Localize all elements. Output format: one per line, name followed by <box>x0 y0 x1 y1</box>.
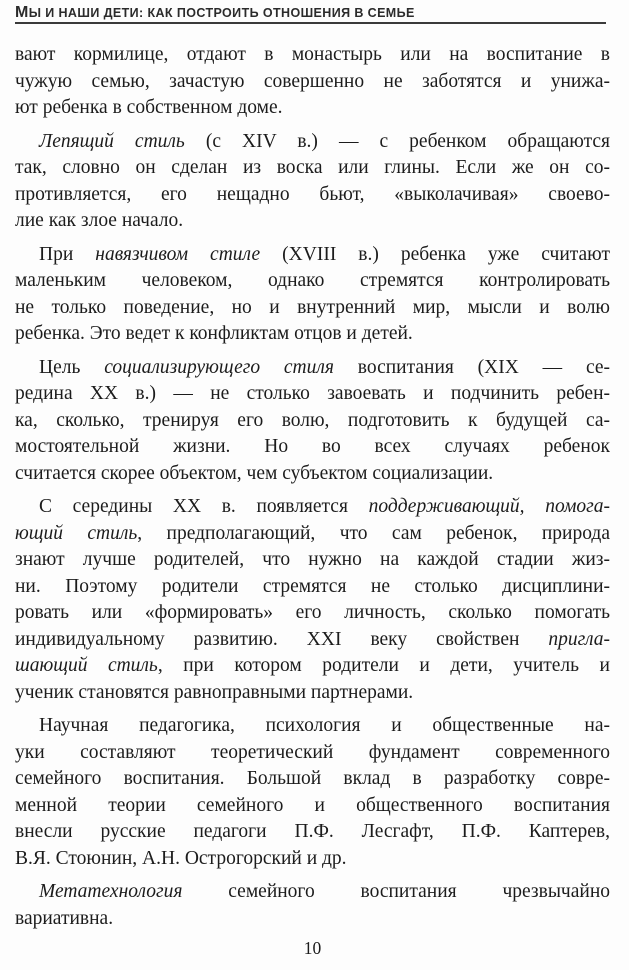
body-text-segment: менной теории семейного и общественного воспитания <box>15 794 610 816</box>
body-text-segment: уки составляют теоретический фундамент современного <box>15 741 610 763</box>
paragraph <box>15 355 610 488</box>
text-line <box>15 906 610 933</box>
text-line <box>15 69 610 96</box>
body-text-segment: лие как злое начало. <box>15 210 184 231</box>
text-line <box>15 740 610 767</box>
body-text-segment: считается скорее объектом, чем субъектом социализации. <box>15 462 494 484</box>
body-text-segment: мостоятельной жизни. Но во всех случаях ребенок <box>15 436 610 457</box>
paragraph <box>15 713 610 872</box>
text-line <box>15 381 610 408</box>
body-text-segment: семейного воспитания. Большой вклад в разработку совре- <box>15 768 610 789</box>
text-line <box>15 434 610 461</box>
text-line <box>15 355 610 382</box>
body-text-segment: индивидуальному развитию. XXI веку свойствен <box>15 628 549 650</box>
italic-text-segment: Лепящий стиль <box>39 130 185 152</box>
paragraph <box>15 494 610 706</box>
text-line <box>15 819 610 846</box>
body-text-segment: ни. Поэтому родители стремятся не столько дисциплини- <box>15 575 610 597</box>
text-line <box>15 600 610 627</box>
text-line <box>15 155 610 182</box>
page-number: 10 <box>303 938 322 958</box>
body-text-segment: Цель <box>39 356 105 378</box>
text-line <box>15 653 610 680</box>
paragraph <box>15 879 610 932</box>
text-line <box>15 521 610 548</box>
body-text-segment: семейного воспитания чрезвычайно <box>182 881 610 902</box>
body-text-segment: воспитания (XIX — се- <box>333 356 610 378</box>
body-text-segment: внесли русские педагоги П.Ф. Лесгафт, П.Ф. Каптерев, <box>15 821 610 842</box>
body-text-segment: маленьким человеком, однако стремятся контролировать <box>15 270 610 291</box>
text-line <box>15 793 610 820</box>
italic-text-segment: пригла- <box>548 628 610 650</box>
paragraph <box>15 129 610 235</box>
text-line <box>15 461 610 488</box>
text-line <box>15 408 610 435</box>
body-text-segment: , предполагающий, что сам ребенок, природа <box>137 522 610 544</box>
running-head: МЫ И НАШИ ДЕТИ: КАК ПОСТРОИТЬ ОТНОШЕНИЯ В СЕМЬЕ <box>15 4 415 21</box>
text-line <box>15 268 610 295</box>
text-line <box>15 208 610 235</box>
text-line <box>15 680 610 707</box>
body-text-segment: редина XX в.) — не столько завоевать и подчинить ребен- <box>15 383 610 404</box>
text-line <box>15 242 610 269</box>
body-text-segment: (XVIII в.) ребенка уже считают <box>260 243 610 265</box>
body-text-segment: Научная педагогика, психология и общественные на- <box>39 715 610 736</box>
body-text-segment: противляется, его нещадно бьют, «выколачивая» своево- <box>15 183 610 205</box>
text-line <box>15 494 610 521</box>
body-text-segment: вают кормилице, отдают в монастырь или на воспитание в <box>15 44 610 65</box>
italic-text-segment: навязчивом стиле <box>95 243 261 265</box>
paragraph <box>15 242 610 348</box>
body-text-segment: так, словно он сделан из воска или глины. Если же он со- <box>15 157 610 178</box>
paragraph <box>15 42 610 122</box>
text-line <box>15 295 610 322</box>
text-line <box>15 879 610 906</box>
body-text-segment: (с XIV в.) — с ребенком обращаются <box>184 130 610 152</box>
body-text-segment: ученик становятся равноправными партнерами. <box>15 681 414 703</box>
italic-text-segment: Метатехнология <box>39 881 183 902</box>
text-line <box>15 627 610 654</box>
text-line <box>15 182 610 209</box>
body-text-segment: В.Я. Стоюнин, А.Н. Острогорский и др. <box>15 847 347 869</box>
text-line <box>15 713 610 740</box>
text-line <box>15 574 610 601</box>
body-text-segment: знают лучше родителей, что нужно на каждой стадии жиз- <box>15 549 610 570</box>
body-text-segment: ребенка. Это ведет к конфликтам отцов и детей. <box>15 323 413 344</box>
body-text-segment: вариативна. <box>15 907 114 929</box>
italic-text-segment: шающий стиль <box>15 655 158 676</box>
body-text-segment: ровать или «формировать» его личность, сколько помогать <box>15 602 610 623</box>
text-line <box>15 846 610 873</box>
body-text-segment: ют ребенка в собственном доме. <box>15 97 283 118</box>
page-body <box>15 42 610 932</box>
text-line <box>15 547 610 574</box>
body-text-segment: При <box>39 243 96 265</box>
text-line <box>15 321 610 348</box>
body-text-segment: не только поведение, но и внутренний мир, мысли и волю <box>15 296 610 318</box>
text-line <box>15 95 610 122</box>
body-text-segment: чужую семью, зачастую совершенно не заботятся и унижа- <box>15 70 610 92</box>
text-line <box>15 766 610 793</box>
italic-text-segment: поддерживающий, помога- <box>368 496 610 517</box>
italic-text-segment: социализирующего стиля <box>104 356 334 378</box>
text-line <box>15 42 610 69</box>
header-rule <box>15 22 606 24</box>
body-text-segment: С середины XX в. появляется <box>39 496 369 517</box>
body-text-segment: ка, сколько, тренируя его волю, подготовить к будущей са- <box>15 409 610 431</box>
text-line <box>15 129 610 156</box>
italic-text-segment: ющий стиль <box>15 522 138 544</box>
body-text-segment: , при котором родители и дети, учитель и <box>157 655 610 676</box>
